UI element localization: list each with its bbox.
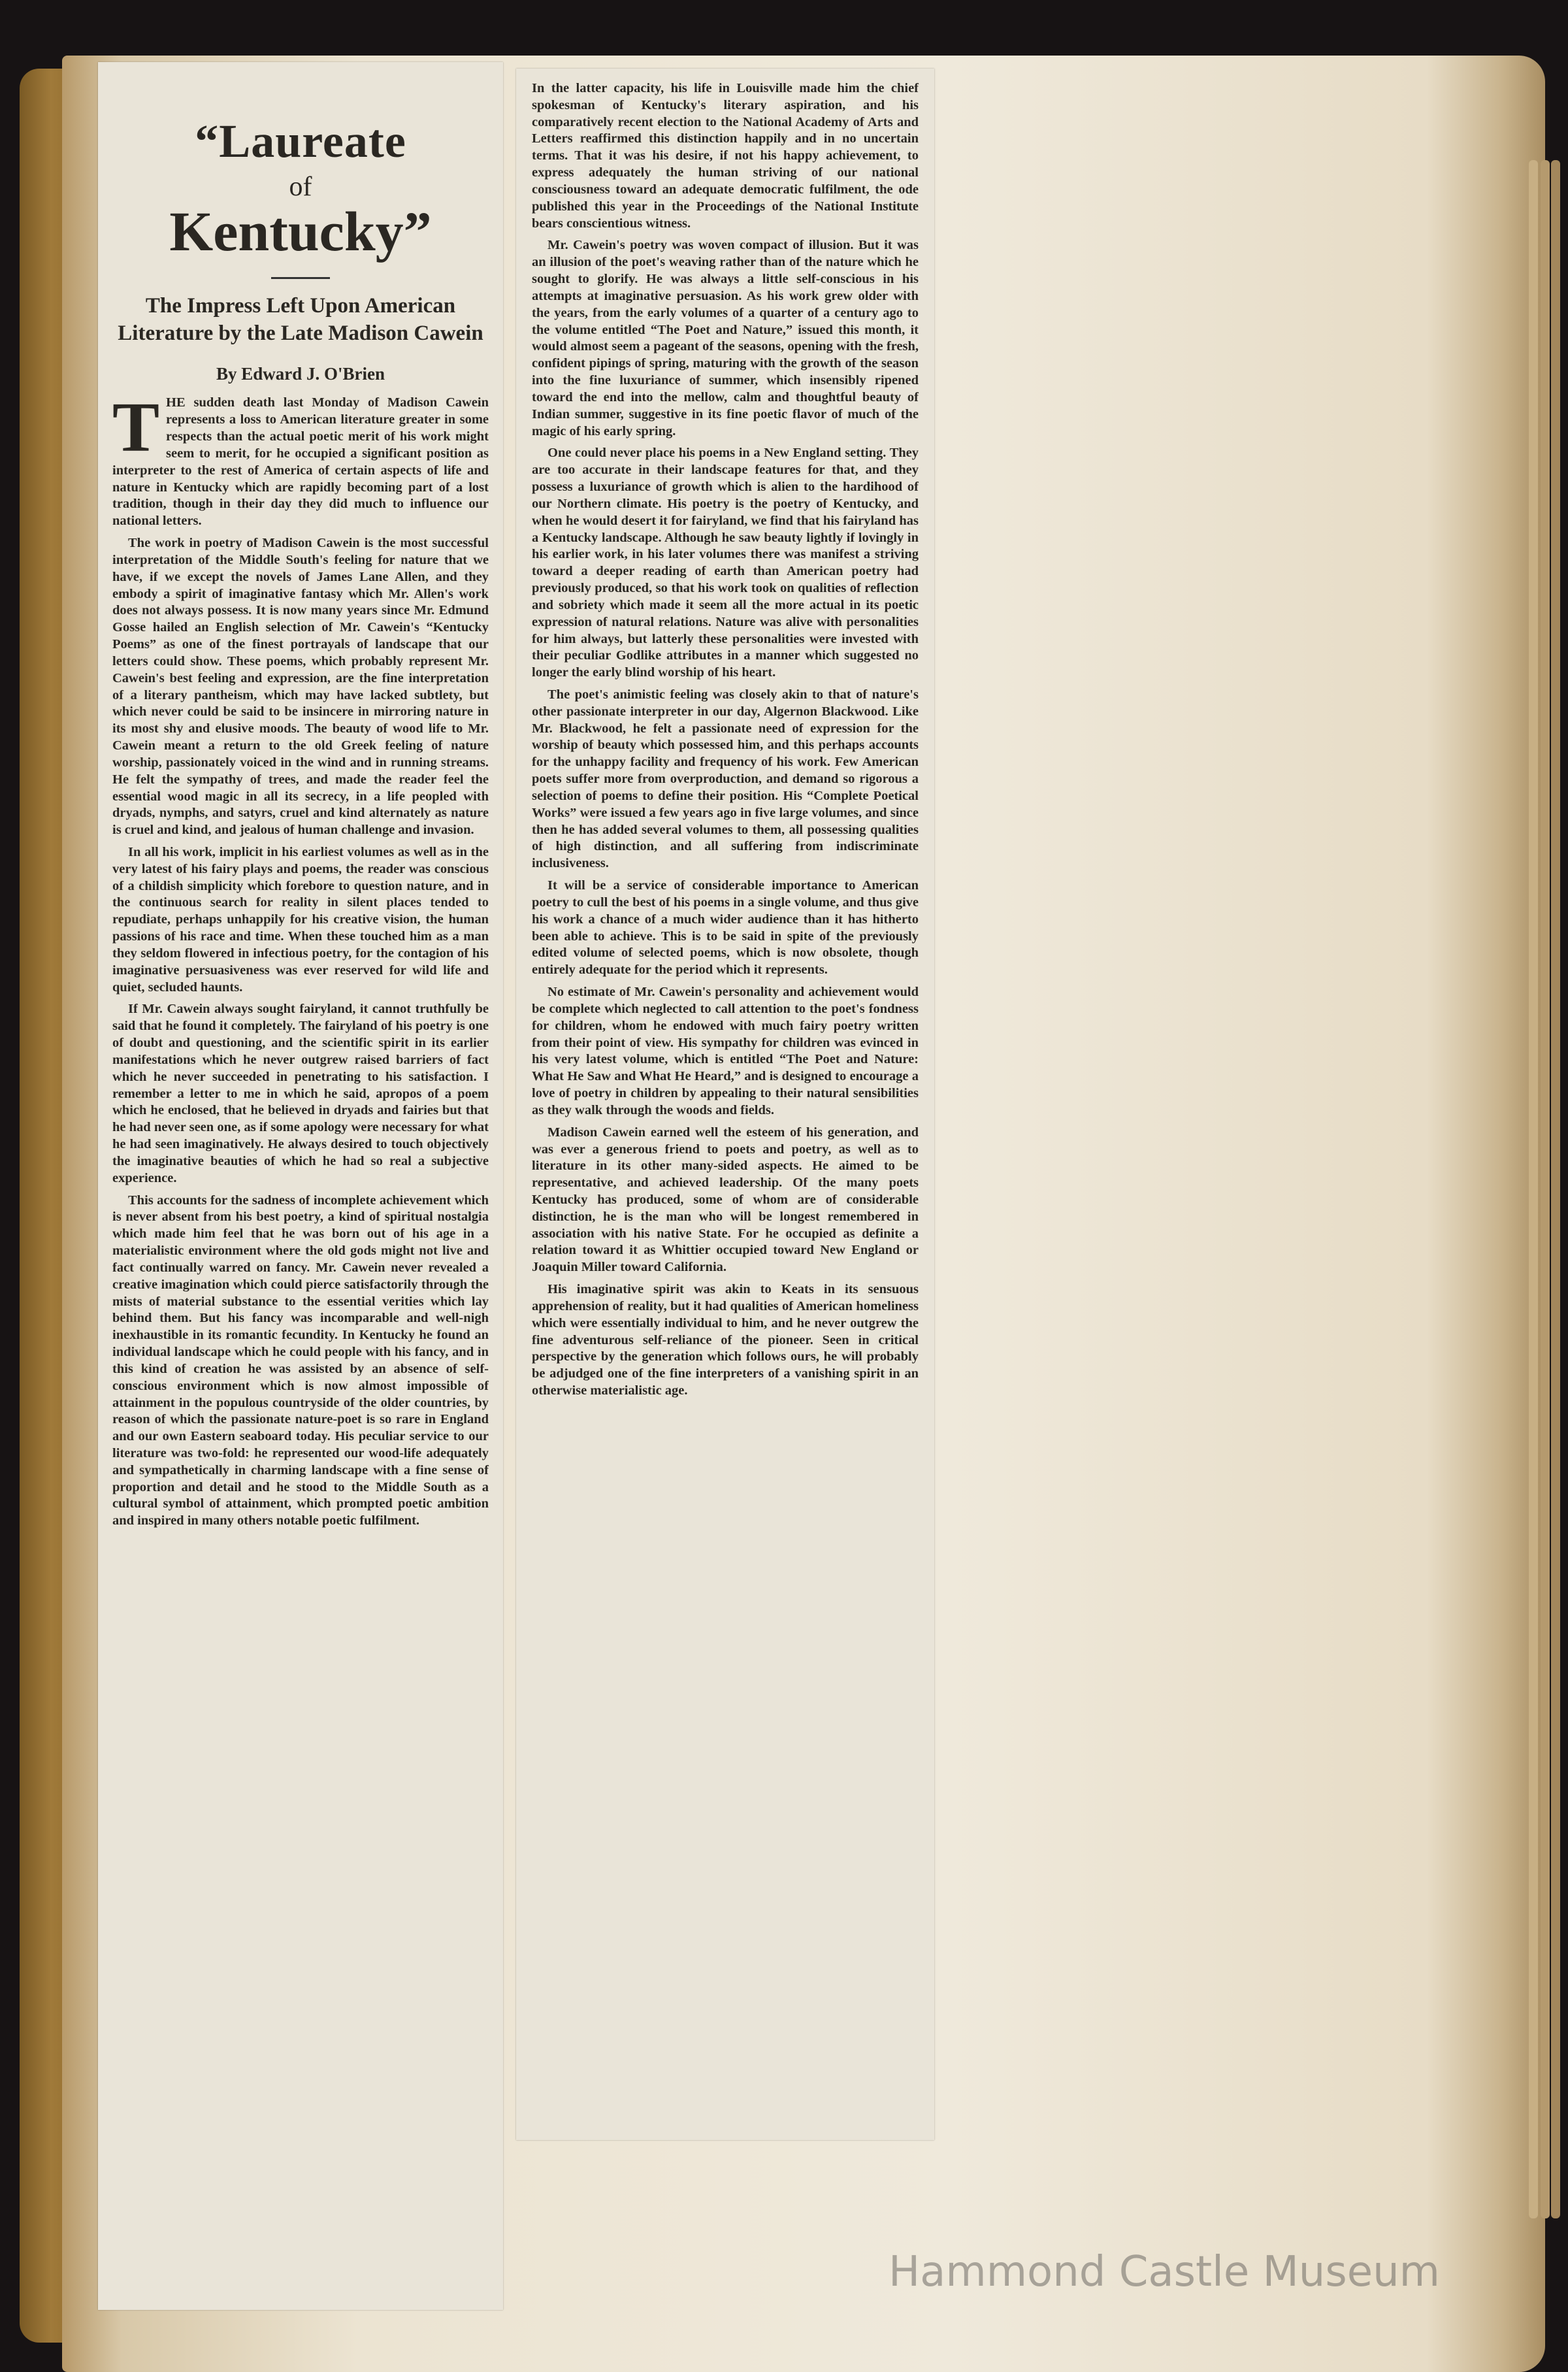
page-stack-edge (1529, 160, 1538, 2218)
paragraph: In all his work, implicit in his earliest volumes as well as in the very latest of his fairy plays and poems, the reader was conscious of a childish simplicity which forebore to question nature, and in the continuous search for reality in silent places tended to repudiate, perhaps unhappily for his creative vision, the human passions of his race and time. When these touched him as a man they seldom flowered in infectious poetry, for the contagion of his imaginative persuasiveness was ever reserved for wild life and quiet, secluded haunts. (112, 845, 489, 995)
subheadline: The Impress Left Upon American Literature by the Late Madison Cawein (118, 294, 483, 346)
paragraph: This accounts for the sadness of incomplete achievement which is never absent from his best poetry, a kind of spiritual nostalgia which made him feel that he was born out of his age in a materialistic environment where the old gods might not live and fact continually warred on fancy. Mr. Cawein never revealed a creative imagination which could pierce satisfactorily through the mists of material substance to the essential verities which lay behind them. But his fancy was incomparable and well-nigh inexhaustible in its romantic fecundity. In Kentucky he found an individual landscape which he could people with his fancy, and in this kind of creation he was assisted by an absence of self-conscious environment which is now almost impossible of attainment in the populous countryside of the older countries, by reason of which the passionate nature-poet is so rare in England and our own Eastern seaboard today. His peculiar service to our literature was two-fold: he represented our wood-life adequately and sympathetically in charming landscape with a fine sense of proportion and detail and he stood to the Middle South as a cultural symbol of attainment, which prompted poetic ambition and inspired in many others notable poetic fulfilment. (112, 1193, 489, 1528)
paragraph: One could never place his poems in a New England setting. They are too accurate in their landscape features for that, and they possess a luxuriance of growth which is alien to the hardihood of our Northern climate. His poetry is the poetry of Kentucky, and when he would desert it for fairyland, we find that his fairyland has a Kentucky landscape. Although he saw beauty lightly if lovingly in his earlier work, in his later volumes there was manifest a striving toward a deeper reading of earth than American poetry had previously produced, so that his work took on qualities of reflection and sobriety which made it seem all the more actual in its poetic expression of natural relations. Nature was alive with personalities for him always, but latterly these personalities were invested with their peculiar Godlike attributes in a manner which suggested no longer the early blind worship of his heart. (532, 446, 919, 680)
headline-line-2: Kentucky” (169, 200, 432, 263)
column-2-text (516, 69, 934, 1400)
paragraph: The work in poetry of Madison Cawein is the most successful interpretation of the Middle South's feeling for nature that we have, if we except the novels of James Lane Allen, and they embody a spirit of imaginative fantasy which Mr. Allen's work does not always possess. It is now many years since Mr. Edmund Gosse hailed an English selection of Mr. Cawein's “Kentucky Poems” as one of the finest portrayals of landscape that our letters could show. These poems, which probably represent Mr. Cawein's best feeling and expression, are the fine interpretation of a literary pantheism, which may have lacked subtlety, but which never could be said to be insincere in mirroring nature in its most shy and elusive moods. The beauty of wood life to Mr. Cawein meant a return to the old Greek feeling of nature worship, passionately voiced in the wind and in running streams. He felt the sympathy of trees, and made the reader feel the essential wood magic in all its secrecy, in a life peopled with dryads, nymphs, and satyrs, cruel and kind alternately as nature is cruel and kind, and jealous of human challenge and invasion. (112, 536, 489, 838)
page-stack-edge (1551, 160, 1560, 2218)
paragraph: It will be a service of considerable importance to American poetry to cull the best of his poems in a single volume, and thus give his work a chance of a much wider audience than it has hitherto been able to achieve. This is to be said in spite of the previously edited volume of selected poems, which is now obsolete, though entirely adequate for the period which it represents. (532, 878, 919, 978)
clipping-column-2 (516, 69, 934, 2140)
paragraph: Mr. Cawein's poetry was woven compact of illusion. But it was an illusion of the poet's weaving rather than of the nature which he sought to glorify. He was always a little self-conscious in his attempts at imaginative persuasion. As his work grew older with the years, from the early volumes of a quarter of a century ago to the volume entitled “The Poet and Nature,” issued this month, it would almost seem a pageant of the seasons, opening with the fresh, confident pipings of spring, maturing with the growth of the season into the fine luxuriance of summer, which insensibly ripened toward the end into the mellow, calm and thoughtful beauty of Indian summer, suggestive in its fine poetic flavor of much of the magic of his early spring. (532, 238, 919, 438)
paragraph: His imaginative spirit was akin to Keats in its sensuous apprehension of reality, but it had qualities of American homeliness which were essentially individual to him, and he never outgrew the fine adventurous self-reliance of the pioneer. Seen in critical perspective by the generation which follows ours, he will probably be adjudged one of the fine interpreters of a vanishing spirit in an otherwise materialistic age. (532, 1282, 919, 1398)
byline: By Edward J. O'Brien (216, 364, 385, 384)
paragraph: The poet's animistic feeling was closely akin to that of nature's other passionate interpreter in our day, Algernon Blackwood. Like Mr. Blackwood, he felt a passionate need of expression for the worship of beauty which possessed him, and this perhaps accounts for the unhappy facility and frequency of his work. Few American poets suffer more from overproduction, and demand so rigorous a selection of poems to define their position. His “Complete Poetical Works” were issued a few years ago in five large volumes, and since then he has added several volumes to them, all possessing qualities of high distinction, and all suffering from indiscriminate inclusiveness. (532, 687, 919, 871)
page-stack-edge (1541, 160, 1550, 2218)
headline-line-1: “Laureate (195, 115, 406, 167)
paragraph: Madison Cawein earned well the esteem of his generation, and was ever a generous friend to poets and poetry, as well as to literature in its other many-sided aspects. He aimed to be representative, and achieved leadership. Of the many poets Kentucky has produced, some of whom are of considerable distinction, he is the man who will be longest remembered in association with his native State. For he occupied as definite a relation toward it as Whittier occupied toward New England or Joaquin Miller toward California. (532, 1125, 919, 1275)
paragraph: If Mr. Cawein always sought fairyland, it cannot truthfully be said that he found it completely. The fairyland of his poetry is one of doubt and questioning, and the scientific spirit in its earlier manifestations which he never outgrew raised barriers of fact which he never succeeded in penetrating to his satisfaction. I remember a letter to me in which he said, apropos of a poem which he enclosed, that he believed in dryads and fairies but that he had never seen one, as if some apology were necessary for what he had seen imaginatively. He always desired to touch objectively the imaginative beauties of which he had so real a subjective experience. (112, 1002, 489, 1185)
headline-of: of (289, 172, 312, 202)
lead-paragraph: HE sudden death last Monday of Madison Cawein represents a loss to American literature greater in some respects than the actual poetic merit of his work might seem to merit, for he occupied a significant position as interpreter to the rest of America of certain aspects of life and nature in Kentucky which are rapidly becoming part of a lost tradition, though in their day they did much to influence our national letters. (112, 395, 489, 529)
divider (271, 277, 330, 279)
paragraph: No estimate of Mr. Cawein's personality and achievement would be complete which neglected to call attention to the poet's fondness for children, whom he endowed with much fairy poetry written from their point of view. His sympathy for children was evinced in his very latest volume, which is entitled “The Poet and Nature: What He Saw and What He Heard,” and is designed to encourage a love of poetry in children by appealing to their natural sensibilities as they walk through the woods and fields. (532, 985, 919, 1117)
drop-cap: T (112, 389, 160, 467)
watermark: Hammond Castle Museum (889, 2248, 1440, 2296)
paragraph (112, 389, 489, 530)
headline (98, 62, 503, 384)
clipping-column-1 (98, 62, 503, 2310)
paragraph: In the latter capacity, his life in Louisville made him the chief spokesman of Kentucky's literary aspiration, and his comparatively recent election to the National Academy of Arts and Letters reaffirmed this distinction happily and in no uncertain terms. That it was his desire, if not his happy achievement, to express adequately the human striving of our national consciousness toward an adequate democratic fulfilment, the ode published this year in the Proceedings of the National Institute bears conscientious witness. (532, 81, 919, 231)
column-1-text (98, 389, 503, 1530)
